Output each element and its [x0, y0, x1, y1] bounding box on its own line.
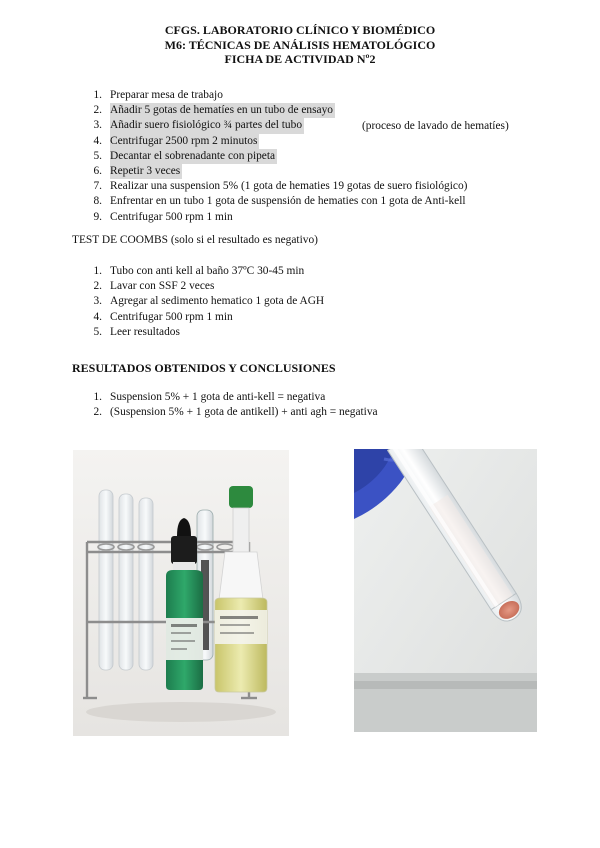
- item-number: 4.: [93, 134, 102, 147]
- reagents-rack-photo: [73, 450, 289, 736]
- item-text: Preparar mesa de trabajo: [110, 89, 223, 101]
- item-number: 8.: [93, 195, 102, 208]
- item-number: 2.: [93, 104, 102, 117]
- results-heading: RESULTADOS OBTENIDOS Y CONCLUSIONES: [72, 361, 336, 375]
- item-text: Lavar con SSF 2 veces: [110, 280, 215, 293]
- item-text: Leer resultados: [110, 325, 180, 338]
- item-text: Añadir 5 gotas de hematíes en un tubo de ensayo: [110, 103, 335, 118]
- item-number: 3.: [93, 119, 102, 132]
- item-number: 2.: [93, 280, 102, 293]
- item-number: 4.: [93, 310, 102, 323]
- item-number: 9.: [93, 210, 102, 223]
- washing-process-note: (proceso de lavado de hematíes): [362, 119, 509, 132]
- tube-pellet-photo: [354, 449, 537, 732]
- item-number: 5.: [93, 149, 102, 162]
- item-text: (Suspension 5% + 1 gota de antikell) + anti agh = negativa: [110, 406, 378, 419]
- item-number: 1.: [93, 89, 102, 101]
- item-text: Centrifugar 500 rpm 1 min: [110, 310, 233, 323]
- item-text: Añadir suero fisiológico ¾ partes del tubo: [110, 118, 304, 133]
- item-number: 1.: [93, 265, 102, 277]
- item-text: Agregar al sedimento hematico 1 gota de AGH: [110, 295, 325, 308]
- item-number: 6.: [93, 164, 102, 177]
- header-line-1: CFGS. LABORATORIO CLÍNICO Y BIOMÉDICO: [164, 23, 436, 37]
- item-number: 3.: [93, 295, 102, 308]
- document-header: [0, 23, 600, 67]
- header-line-3: FICHA DE ACTIVIDAD Nº2: [224, 52, 376, 66]
- header-line-2: M6: TÉCNICAS DE ANÁLISIS HEMATOLÓGICO: [164, 37, 436, 52]
- item-text: Suspension 5% + 1 gota de anti-kell = negativa: [110, 391, 326, 403]
- coombs-title: TEST DE COOMBS (solo si el resultado es negativo): [72, 234, 318, 246]
- item-text: Decantar el sobrenadante con pipeta: [110, 149, 277, 164]
- reagents-rack-illustration: [73, 450, 289, 736]
- item-text: Realizar una suspension 5% (1 gota de hematies 19 gotas de suero fisiológico): [110, 180, 468, 193]
- tube-pellet-illustration: [354, 449, 537, 732]
- item-text: Centrifugar 500 rpm 1 min: [110, 210, 233, 223]
- item-number: 1.: [93, 391, 102, 403]
- item-text: Repetir 3 veces: [110, 164, 182, 179]
- item-number: 5.: [93, 325, 102, 338]
- item-text: Centrifugar 2500 rpm 2 minutos: [110, 134, 259, 149]
- item-text: Enfrentar en un tubo 1 gota de suspensión de hematies con 1 gota de Anti-kell: [110, 195, 466, 208]
- item-number: 7.: [93, 180, 102, 193]
- item-number: 2.: [93, 406, 102, 419]
- item-text: Tubo con anti kell al baño 37ºC 30-45 min: [110, 265, 305, 277]
